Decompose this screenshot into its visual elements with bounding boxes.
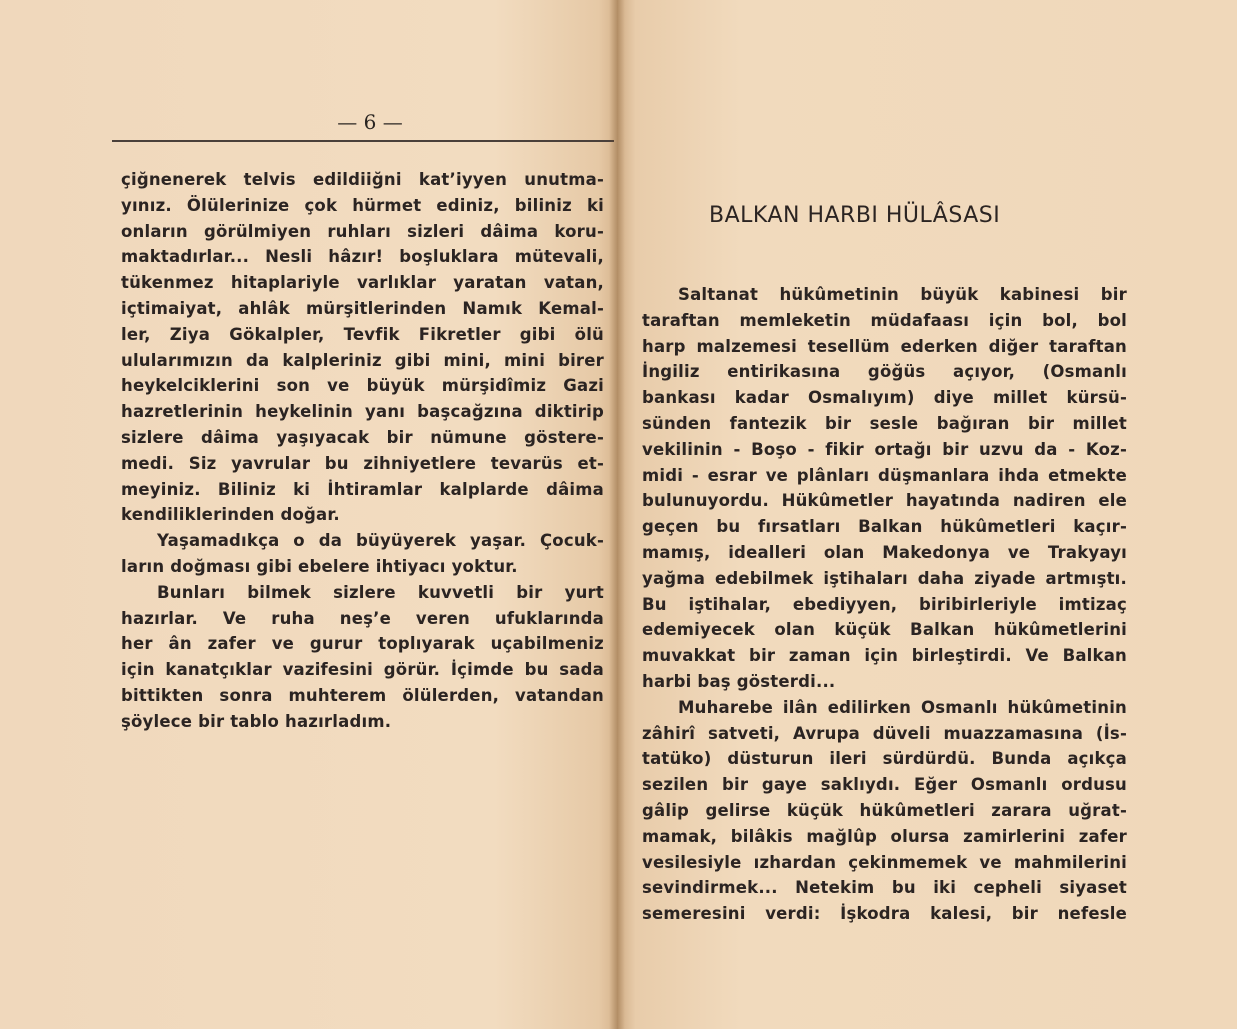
- page-number: — 6 —: [337, 110, 403, 134]
- text-line: hazırlar. Ve ruha neş’e veren ufuklarında: [121, 608, 604, 628]
- text-line: sevindirmek... Netekim bu iki cepheli siyaset: [642, 878, 1127, 898]
- text-line: taraftan memleketin müdafaası için bol, bol: [642, 310, 1127, 330]
- right-page-body: [642, 282, 1127, 927]
- text-line: semeresini verdi: İşkodra kalesi, bir nefesle: [642, 904, 1127, 924]
- text-line: muvakkat bir zaman için birleştirdi. Ve Balkan: [642, 646, 1127, 666]
- text-line: için kanatçıklar vazifesini görür. İçimde bu sada: [121, 660, 604, 680]
- text-line: sezilen bir gaye saklıydı. Eğer Osmanlı ordusu: [642, 775, 1127, 795]
- text-line: bittikten sonra muhterem ölülerden, vatandan: [121, 685, 604, 705]
- text-line: edemiyecek olan küçük Balkan hükûmetlerini: [642, 620, 1127, 640]
- text-line: bulunuyordu. Hükûmetler hayatında nadiren ele: [642, 491, 1127, 511]
- text-line: tükenmez hitaplariyle varlıklar yaratan vatan,: [121, 273, 604, 293]
- text-line: zâhirî satveti, Avrupa düveli muazzamasına (İs-: [642, 723, 1127, 743]
- chapter-title: BALKAN HARBI HÜLÂSASI: [709, 203, 1001, 228]
- text-line: vekilinin - Boşo - fikir ortağı bir uzvu da - Koz-: [642, 439, 1127, 459]
- text-line: maktadırlar... Nesli hâzır! boşluklara mütevali,: [121, 247, 604, 267]
- text-line: mamış, idealleri olan Makedonya ve Trakyayı: [642, 542, 1127, 562]
- text-line: çiğnenerek telvis edildiiğni kat’iyyen unutma-: [121, 170, 604, 189]
- text-line: meyiniz. Biliniz ki İhtiramlar kalplarde dâima: [121, 479, 604, 499]
- book-spine-fold: [609, 0, 625, 1029]
- text-line: heykelciklerini son ve büyük mürşidîmiz Gazi: [121, 376, 604, 396]
- text-line: yağma edebilmek iştihaları daha ziyade artmıştı.: [642, 568, 1127, 588]
- text-line: hazretlerinin heykelinin yanı başcağzına diktirip: [121, 402, 604, 422]
- text-line: sünden fantezik bir sesle bağıran bir millet: [642, 413, 1127, 433]
- text-line: harbi baş gösterdi...: [642, 671, 836, 691]
- text-line: şöylece bir tablo hazırladım.: [121, 711, 392, 731]
- text-line: tatüko) düsturun ileri sürdürdü. Bunda açıkça: [642, 749, 1127, 769]
- text-line: ulularımızın da kalpleriniz gibi mini, mini birer: [121, 350, 604, 370]
- text-line: Saltanat hükûmetinin büyük kabinesi bir: [678, 285, 1127, 304]
- text-line: mamak, bilâkis mağlûp olursa zamirlerini zafer: [642, 826, 1127, 846]
- text-line: Bunları bilmek sizlere kuvvetli bir yurt: [157, 582, 604, 602]
- text-line: ların doğması gibi ebelere ihtiyacı yoktur.: [121, 556, 518, 576]
- text-line: her ân zafer ve gurur toplıyarak uçabilmeniz: [121, 634, 604, 654]
- text-line: geçen bu fırsatları Balkan hükûmetleri kaçır-: [642, 517, 1127, 537]
- text-line: medi. Siz yavrular bu zihniyetlere tevarüs et-: [121, 453, 604, 473]
- header-rule: [112, 140, 614, 142]
- text-line: midi - esrar ve plânları düşmanlara ihda etmekte: [642, 465, 1127, 485]
- text-line: İngiliz entirikasına göğüs açıyor, (Osmanlı: [642, 362, 1127, 382]
- text-line: ler, Ziya Gökalpler, Tevfik Fikretler gibi ölü: [121, 324, 604, 344]
- text-line: kendiliklerinden doğar.: [121, 505, 340, 525]
- left-page: [0, 0, 617, 1029]
- text-line: Yaşamadıkça o da büyüyerek yaşar. Çocuk-: [157, 531, 604, 551]
- text-line: bankası kadar Osmalıyım) diye millet kürsü-: [642, 388, 1127, 408]
- left-page-body: [121, 167, 604, 735]
- text-line: Muharebe ilân edilirken Osmanlı hükûmetinin: [678, 697, 1127, 717]
- text-line: gâlip gelirse küçük hükûmetleri zarara uğrat-: [642, 800, 1127, 820]
- text-line: harp malzemesi tesellüm ederken diğer taraftan: [642, 336, 1127, 356]
- text-line: içtimaiyat, ahlâk mürşitlerinden Namık Kemal-: [121, 298, 604, 318]
- text-line: Bu iştihalar, ebediyyen, biribirleriyle imtizaç: [642, 594, 1127, 614]
- text-line: vesilesiyle ızhardan çekinmemek ve mahmilerini: [642, 852, 1127, 872]
- text-line: onların görülmiyen ruhları sizleri dâima koru-: [121, 221, 604, 241]
- text-line: yınız. Ölülerinize çok hürmet ediniz, biliniz ki: [121, 195, 604, 215]
- text-line: sizlere dâima yaşıyacak bir nümune göstere-: [121, 427, 604, 447]
